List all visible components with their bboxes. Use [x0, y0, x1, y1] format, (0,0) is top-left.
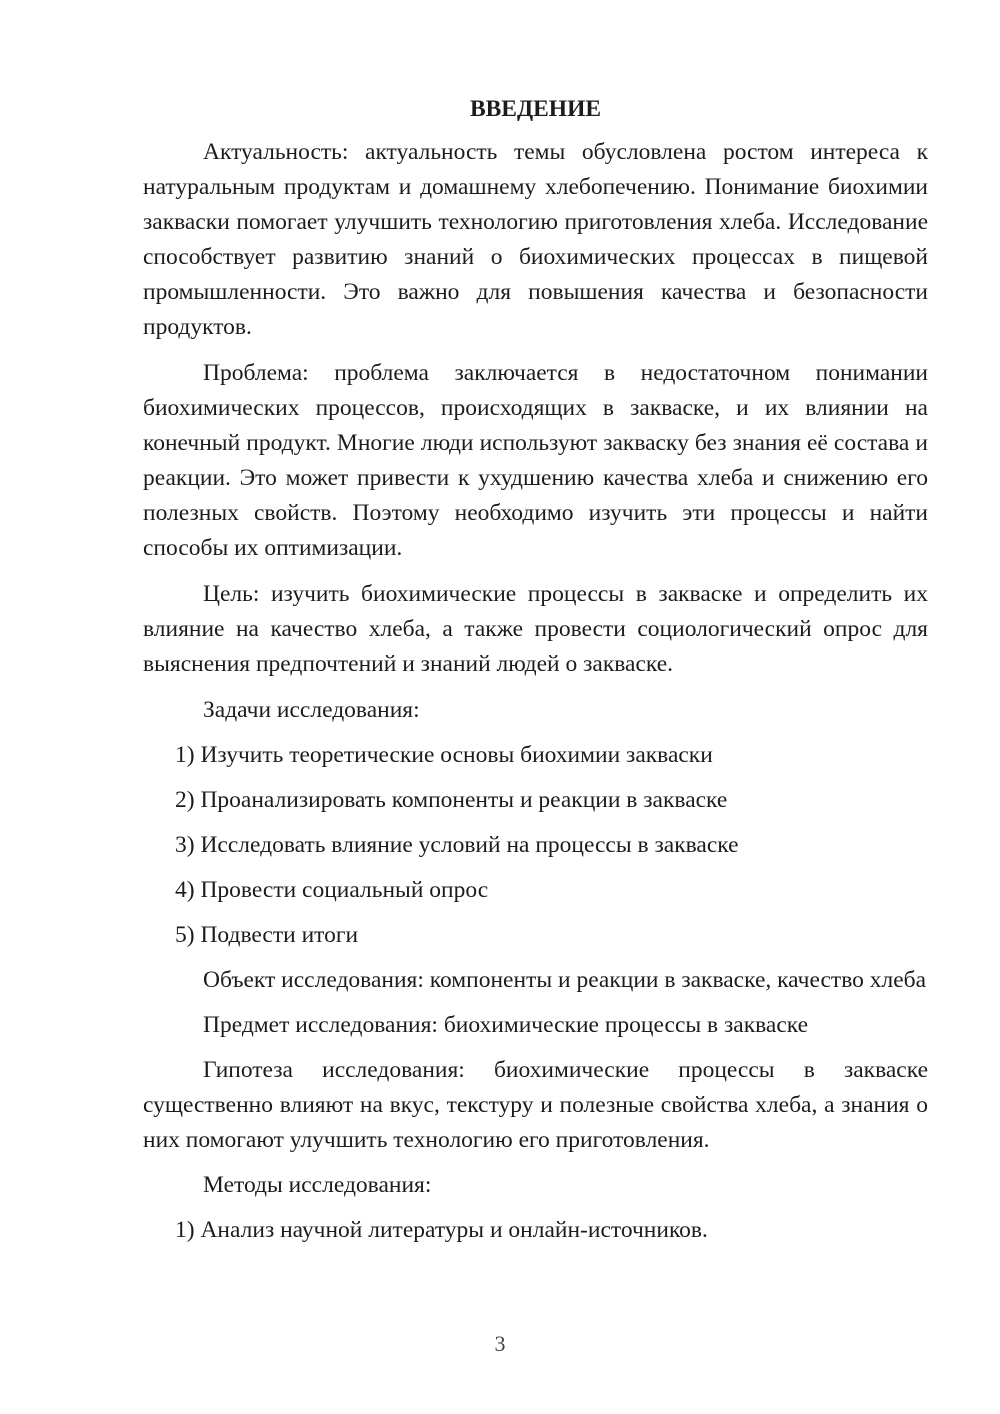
list-item: 5) Подвести итоги: [175, 922, 359, 948]
relevance-paragraph: Актуальность: актуальность темы обусловлена ростом интереса к натуральным продуктам и домашнему хлебопечению. Понимание биохимии закваски помогает улучшить технологию приготовления хлеба. Исследование способствует развитию знаний о биохимических процессах в пищевой промышленности. Это важно для повышения качества и безопасности продуктов.: [143, 139, 928, 340]
tasks-list: [143, 738, 928, 953]
hypothesis-paragraph: Гипотеза исследования: биохимические процессы в закваске существенно влияют на вкус, текстуру и полезные свойства хлеба, а знания о них помогают улучшить технологию его приготовления.: [143, 1057, 928, 1153]
list-item: 1) Анализ научной литературы и онлайн-источников.: [175, 1217, 708, 1243]
page-title: ВВЕДЕНИЕ: [469, 96, 602, 122]
page-number: 3: [494, 1331, 506, 1356]
document-body: [143, 92, 928, 1258]
list-item: 1) Изучить теоретические основы биохимии закваски: [175, 742, 713, 768]
object-paragraph: Объект исследования: компоненты и реакции в закваске, качество хлеба: [203, 967, 927, 993]
methods-list: [143, 1213, 928, 1248]
goal-paragraph: Цель: изучить биохимические процессы в закваске и определить их влияние на качество хлеба, а также провести социологический опрос для выяснения предпочтений и знаний людей о закваске.: [143, 581, 928, 677]
list-item: 2) Проанализировать компоненты и реакции в закваске: [175, 787, 728, 813]
problem-paragraph: Проблема: проблема заключается в недостаточном понимании биохимических процессов, происходящих в закваске, и их влиянии на конечный продукт. Многие люди используют закваску без знания её состава и реакции. Это может привести к ухудшению качества хлеба и снижению его полезных свойств. Поэтому необходимо изучить эти процессы и найти способы их оптимизации.: [143, 360, 928, 561]
list-item: 3) Исследовать влияние условий на процессы в закваске: [175, 832, 739, 858]
tasks-heading: Задачи исследования:: [203, 697, 420, 723]
methods-heading: Методы исследования:: [203, 1172, 432, 1198]
list-item: 4) Провести социальный опрос: [175, 877, 489, 903]
subject-paragraph: Предмет исследования: биохимические процессы в закваске: [203, 1012, 809, 1038]
